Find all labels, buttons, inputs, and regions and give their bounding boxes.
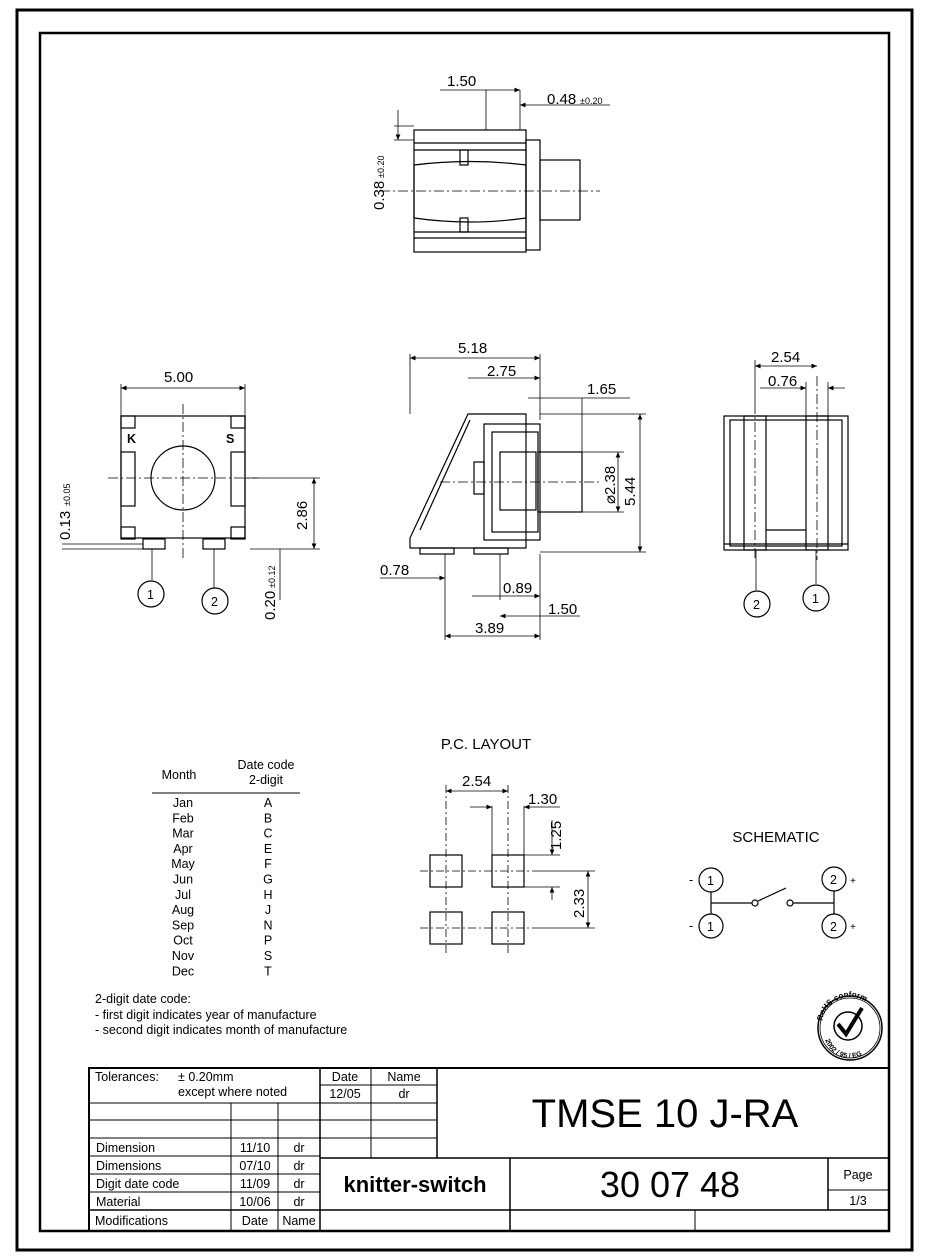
company-name: knitter-switch xyxy=(343,1172,487,1197)
footer-date: Date xyxy=(241,1214,269,1228)
dim-front-base-tol: ±0.12 xyxy=(267,565,277,588)
code-cell: S xyxy=(263,949,273,963)
pc-dim-3: 1.25 xyxy=(548,820,565,850)
revision-rows xyxy=(96,1141,305,1209)
dim-side-4: 0.78 xyxy=(380,562,410,579)
code-cell: B xyxy=(263,811,273,826)
date-note-2: - second digit indicates month of manufacture xyxy=(95,1023,348,1037)
schematic-pin-2a: 2 xyxy=(830,873,837,887)
footer-name: Name xyxy=(282,1214,316,1228)
header-month: Month xyxy=(161,768,197,782)
dim-top-b-tol: ±0.20 xyxy=(580,96,603,106)
revision-name: dr xyxy=(293,1195,305,1209)
month-cell: Oct xyxy=(173,933,193,948)
month-cell: Feb xyxy=(172,811,194,826)
footer-modifications: Modifications xyxy=(95,1214,168,1228)
page-label: Page xyxy=(843,1168,873,1182)
date-note-1: - first digit indicates year of manufacture xyxy=(95,1008,317,1022)
tolerances-value: ± 0.20mm xyxy=(178,1070,234,1084)
code-cell: G xyxy=(263,872,273,887)
rohs-top-text: RoHS-conform xyxy=(815,989,869,1022)
back-pin-2: 2 xyxy=(753,598,760,612)
pc-layout-title: P.C. LAYOUT xyxy=(440,736,532,753)
code-cell: P xyxy=(263,933,273,948)
dim-side-h: 5.44 xyxy=(622,476,639,506)
date-header: Date xyxy=(331,1070,359,1084)
revision-what: Material xyxy=(96,1195,141,1209)
month-cell: Sep xyxy=(171,918,195,933)
month-cell: Jul xyxy=(175,887,191,902)
dim-front-width: 5.00 xyxy=(164,369,194,386)
month-cell: Apr xyxy=(173,841,193,856)
month-cell: Mar xyxy=(172,826,194,841)
dim-side-dia: ⌀2.38 xyxy=(602,465,619,504)
revision-date: 07/10 xyxy=(239,1159,271,1173)
part-number: 30 07 48 xyxy=(599,1164,741,1205)
revision-date: 11/10 xyxy=(239,1141,271,1155)
header-2-digit: 2-digit xyxy=(248,773,284,787)
dim-side-5: 0.89 xyxy=(503,580,533,597)
dim-front-small: 0.13 xyxy=(57,510,74,540)
code-cell: T xyxy=(264,964,272,979)
revision-date: 10/06 xyxy=(239,1195,271,1209)
revision-what: Dimension xyxy=(96,1141,156,1155)
dim-side-3: 1.65 xyxy=(587,381,617,398)
dim-back-2: 0.76 xyxy=(768,373,798,390)
schematic-plus-a: + xyxy=(850,876,856,887)
date-code-rows xyxy=(171,796,273,978)
month-cell: Dec xyxy=(171,964,195,979)
schematic-plus-b: + xyxy=(850,922,856,933)
rohs-bottom-text: 2002 / 95 / EG xyxy=(823,1038,864,1061)
dim-side-7: 3.89 xyxy=(475,620,505,637)
schematic-title: SCHEMATIC xyxy=(732,829,820,846)
dim-side-6: 1.50 xyxy=(548,601,578,618)
schematic-pin-1a: 1 xyxy=(707,874,714,888)
code-cell: C xyxy=(263,826,273,841)
page-value: 1/3 xyxy=(849,1194,867,1208)
code-cell: N xyxy=(263,918,273,933)
dim-side-2: 2.75 xyxy=(487,363,517,380)
revision-name: dr xyxy=(293,1177,305,1191)
code-cell: H xyxy=(263,887,273,902)
dim-front-height: 2.86 xyxy=(294,500,311,530)
month-cell: Jun xyxy=(172,872,194,887)
label-s: S xyxy=(226,432,235,446)
tolerances-label: Tolerances: xyxy=(95,1070,159,1084)
pc-dim-2: 1.30 xyxy=(528,791,558,808)
header-date-code: Date code xyxy=(237,758,295,772)
dim-front-base: 0.20 xyxy=(262,590,279,620)
schematic-pin-2b: 2 xyxy=(830,920,837,934)
label-k: K xyxy=(127,432,137,446)
dim-side-1: 5.18 xyxy=(458,340,488,357)
dim-top-c: 0.38 xyxy=(371,180,388,210)
revision-name: dr xyxy=(293,1159,305,1173)
dim-top-b: 0.48 xyxy=(547,91,577,108)
dim-back-1: 2.54 xyxy=(771,349,801,366)
front-view xyxy=(62,384,320,614)
pc-dim-1: 2.54 xyxy=(462,773,492,790)
code-cell: F xyxy=(264,857,272,872)
code-cell: A xyxy=(263,796,273,810)
month-cell: Nov xyxy=(171,949,195,963)
code-cell: J xyxy=(264,903,272,918)
part-name: TMSE 10 J-RA xyxy=(531,1092,799,1136)
dim-top-a: 1.50 xyxy=(447,73,477,90)
schematic-minus-a: - xyxy=(689,873,694,887)
rohs-seal xyxy=(815,990,882,1060)
month-cell: May xyxy=(171,857,195,872)
schematic-pin-1b: 1 xyxy=(707,920,714,934)
schematic-drawing xyxy=(699,867,846,938)
date-note-title: 2-digit date code: xyxy=(95,992,191,1006)
revision-date: 11/09 xyxy=(239,1177,271,1191)
revision-what: Dimensions xyxy=(96,1159,162,1173)
schematic-minus-b: - xyxy=(689,919,694,933)
back-pin-1: 1 xyxy=(812,592,819,606)
code-cell: E xyxy=(263,841,273,856)
outer-frame xyxy=(17,10,912,1250)
pc-layout-drawing xyxy=(420,785,595,955)
back-view xyxy=(724,360,848,617)
date-code-table xyxy=(152,758,300,793)
revision-name: dr xyxy=(293,1141,305,1155)
month-cell: Jan xyxy=(172,796,194,810)
tolerances-note: except where noted xyxy=(178,1085,288,1099)
top-view xyxy=(380,90,610,252)
pc-dim-4: 2.33 xyxy=(571,888,588,918)
name-header: Name xyxy=(387,1070,421,1084)
month-cell: Aug xyxy=(171,903,195,918)
dim-front-small-tol: ±0.05 xyxy=(62,483,72,506)
front-pin-1: 1 xyxy=(147,588,154,602)
dim-top-c-tol: ±0.20 xyxy=(376,155,386,178)
date-value: 12/05 xyxy=(329,1087,361,1101)
inner-frame xyxy=(40,33,889,1231)
revision-what: Digit date code xyxy=(96,1177,180,1191)
front-pin-2: 2 xyxy=(211,595,218,609)
name-value: dr xyxy=(398,1087,410,1101)
